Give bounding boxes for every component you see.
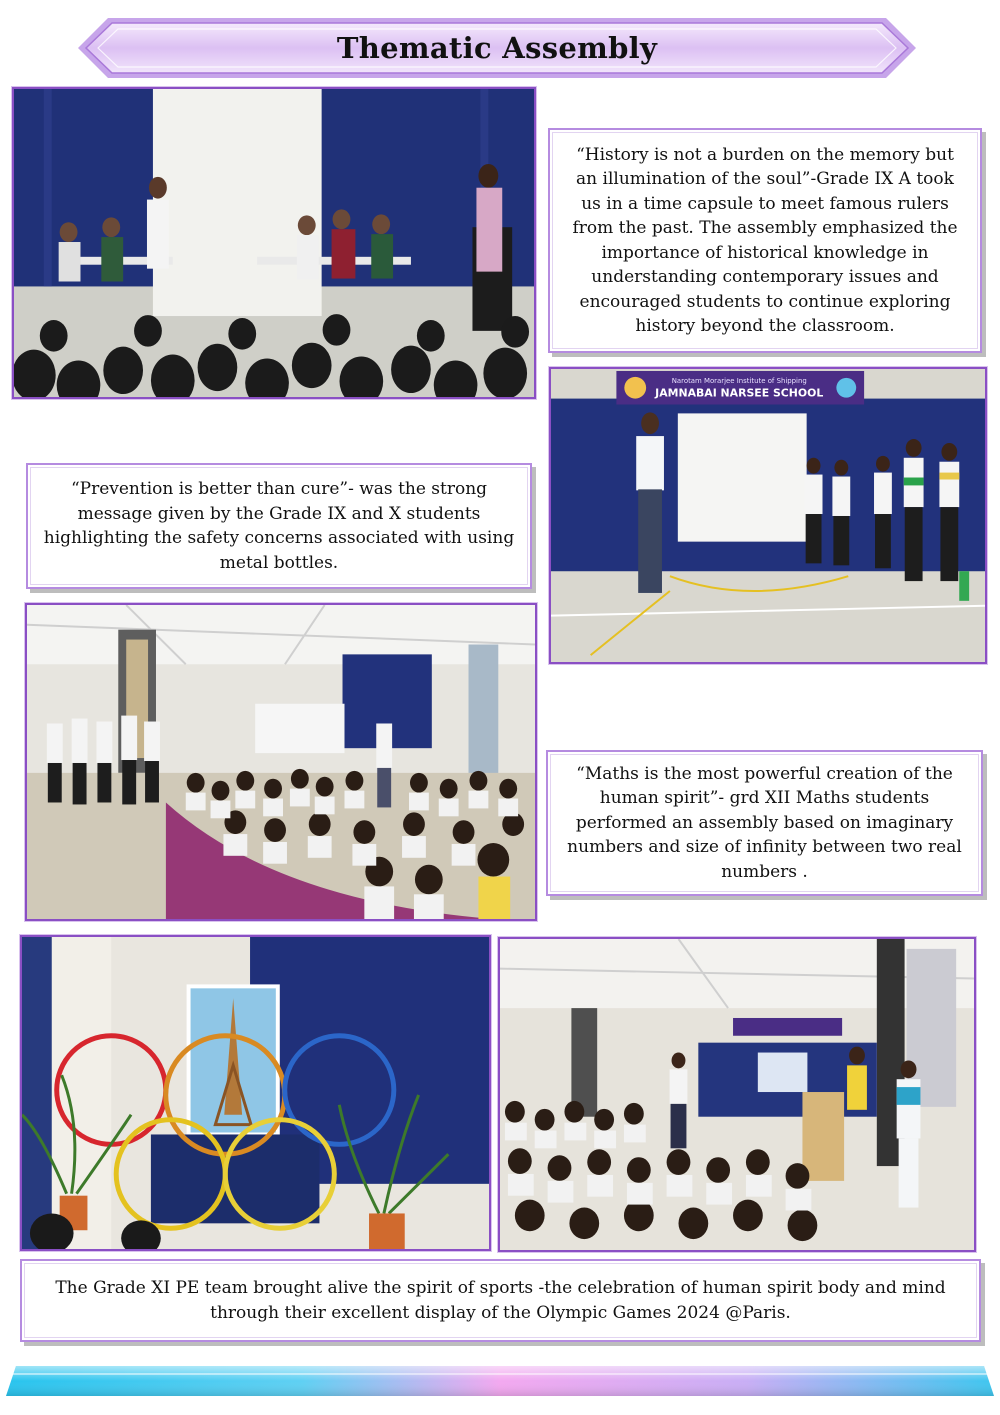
footer-decorative-strip xyxy=(6,1366,994,1396)
history-caption-text: “History is not a burden on the memory but an illumination of the soul”-Grade IX A took us in a time capsule to meet famous rulers from the past. The assembly emphasized the importance of historical knowledge in understanding contemporary issues and encouraged students to continue exploring history beyond the classroom. xyxy=(572,144,958,336)
history-caption xyxy=(548,128,982,353)
sports-caption-text: The Grade XI PE team brought alive the spirit of sports -the celebration of human spirit body and mind through their excellent display of the Olympic Games 2024 @Paris. xyxy=(55,1278,946,1323)
sports-caption xyxy=(20,1259,981,1342)
prevention-caption-text: “Prevention is better than cure”- was the strong message given by the Grade IX and X students highlighting the safety concerns associated with using metal bottles. xyxy=(43,479,515,573)
title-banner xyxy=(78,16,916,80)
page-title: Thematic Assembly xyxy=(336,31,658,65)
prevention-caption xyxy=(26,463,532,589)
school-banner-line1: Narotam Morarjee Institute of Shipping xyxy=(671,376,807,385)
sports-assembly-photo xyxy=(498,937,976,1252)
school-banner-line2: JAMNABAI NARSEE SCHOOL xyxy=(655,386,824,400)
olympics-display-photo xyxy=(20,935,491,1251)
prevention-assembly-photo xyxy=(549,367,987,664)
maths-assembly-photo xyxy=(25,603,537,921)
history-assembly-photo xyxy=(12,87,536,399)
maths-caption xyxy=(546,750,983,896)
maths-caption-text: “Maths is the most powerful creation of the human spirit”- grd XII Maths students performed an assembly based on imaginary numbers and size of infinity between two real numbers . xyxy=(567,763,962,882)
